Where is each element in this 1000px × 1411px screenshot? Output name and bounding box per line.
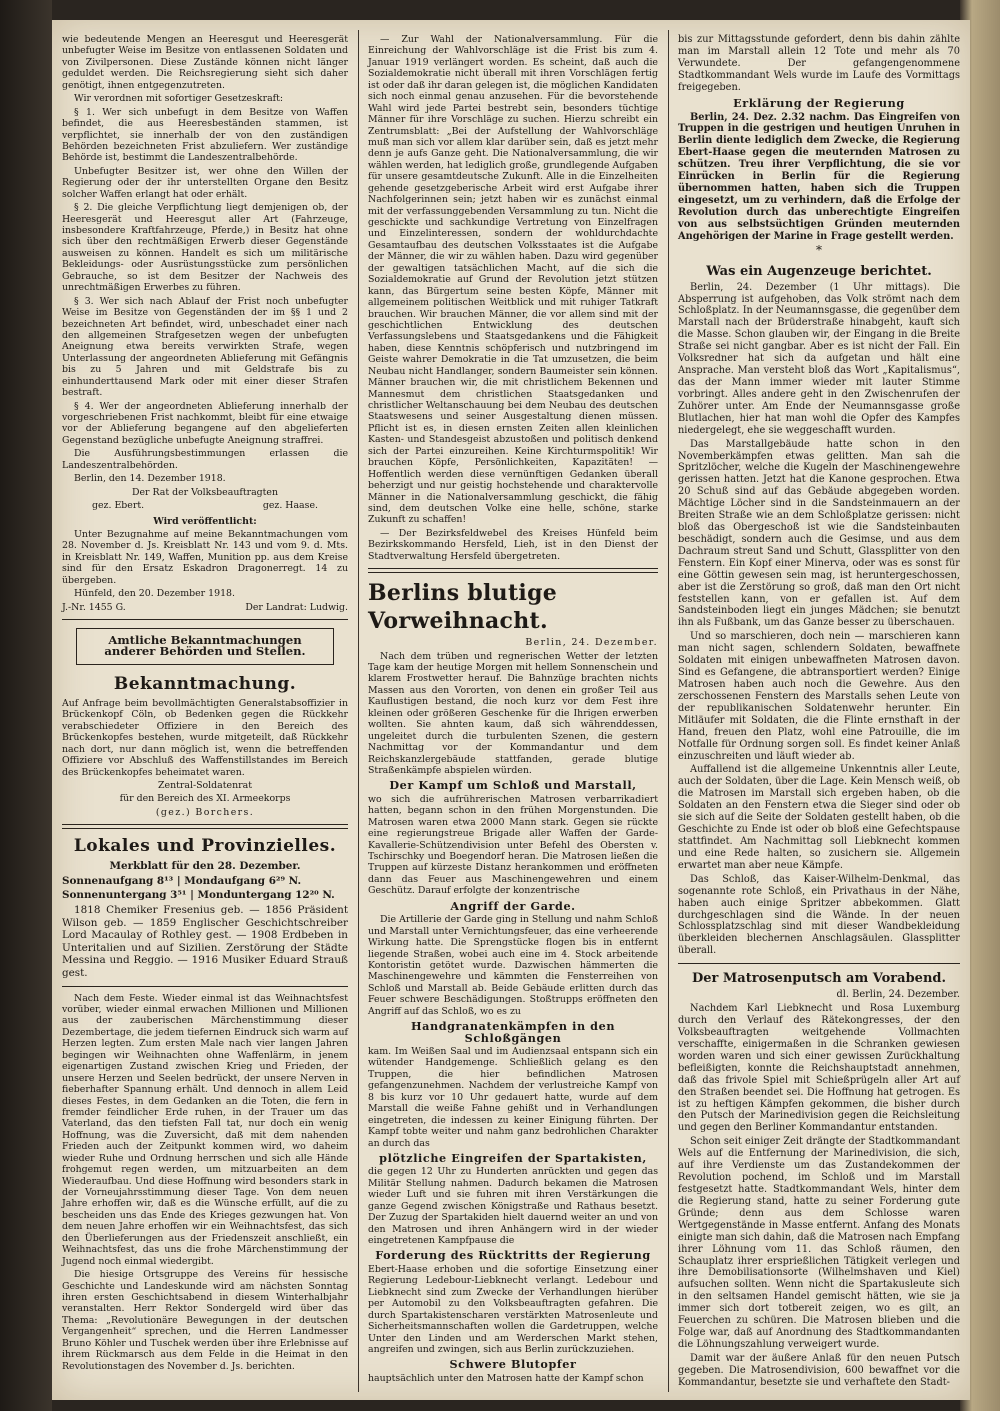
paragraph: Nach dem Feste. Wieder einmal ist das Weihnachtsfest vorüber, wieder einmal erwachen Millionen und Millionen aus der zauberischen Märchenstimmung dieser Dezembertage, die jedem tiefernen Eindruck sich warm auf Herzen legten. Zum ersten Male nach vier langen Jahren begingen wir Weihnachten ohne Waffenlärm, in jenem eigenartigen Zustand zwischen Krieg und Frieden, der unsere Herzen und Seelen bedrückt, der unsere Nerven in fieberhafter Spannung erhält. Und dennoch in allem Leid dieses Festes, in dem Gedanken an die Toten, die fern in fremder feindlicher Erde ruhen, in der Trauer um das Vaterland, das den tiefsten Fall tat, nur doch ein wenig Hoffnung, was die Zuversicht, daß mit dem nahenden Frieden auch der Zeitpunkt kommen wird, wo daheim wieder Ruhe und Ordnung herrschen und sich alle Hände frohgemut regen werden, um mitzuarbeiten an dem Wiederaufbau. Und diese Hoffnung wird besonders stark in der Vorneujahrsstimmung dieser Tage. Von dem neuen Jahre erhoffen wir, daß es die Wünsche erfüllt, auf die zu bescheiden uns das Ende des Krieges gezwungen hat. Von dem neuen Jahre erhoffen wir ein Weihnachtsfest, das sich den Überlieferungen aus der Friedenszeit anschließt, ein Weihnachtsfest, das uns die frohe Märchenstimmung der Jugend noch einmal wiedergibt. — [62, 992, 348, 1267]
section-heading: Wird veröffentlicht: — [153, 515, 257, 527]
subheading: Erklärung der Regierung — [733, 95, 905, 110]
dateline: Hünfeld, den 20. Dezember 1918. — [74, 588, 235, 600]
paragraph: Ebert-Haase erhoben und die sofortige Einsetzung einer Regierung Ledebour-Liebknecht verlangt. Ledebour und Liebknecht sind zum Zwecke der Verhandlungen hierüber per Automobil zu den Volksbeauftragten gefahren. Die durch Spartakistenscharen verstärkten Matrosenleute und Sicherheitsmannschaften wollen die Gardetruppen, welche Unter den Linden und am Werderschen Markt stehen, angreifen und zwingen, sich aus Berlin zurückzuziehen. — [368, 1263, 658, 1355]
page-shadow-left — [0, 0, 52, 1411]
signature-line: für den Bereich des XI. Armeekorps — [119, 793, 291, 805]
paragraph: wie bedeutende Mengen an Heeresgut und Heeresgerät unbefugter Weise im Besitze von entlassenen Soldaten und von Zivilpersonen. Diese Zustände können nicht länger geduldet werden. Die Reichsregierung sieht sich daher genötigt, ihnen entgegenzutreten. — [62, 34, 348, 91]
paragraph: Unter Bezugnahme auf meine Bekanntmachungen vom 28. November d. Js. Kreisblatt Nr. 143 und vom 9. d. Mts. in Kreisblatt Nr. 149, Waffen, Munition pp. aus dem Kreise sind für den Ersatz Eskadron Dragonerregt. 14 zu übergeben. — [62, 528, 348, 586]
newspaper-page — [52, 20, 970, 1400]
divider — [62, 619, 348, 620]
almanac-title: Merkblatt für den 28. Dezember. — [109, 860, 301, 873]
divider — [368, 568, 658, 573]
signature-haase: gez. Haase. — [262, 500, 318, 512]
paragraph: Die Ausführungsbestimmungen erlassen die Landeszentralbehörden. — [62, 448, 348, 471]
paragraph: Schon seit einiger Zeit drängte der Stadtkommandant Wels auf die Entfernung der Marinedivision, die sich, auf ihre Verdienste um das Zustandekommen der Revolution pochend, im Schloß und im Marstall festgesetzt hatte. Stadtkommandant Wels, hinter dem die Regierung stand, hatte zu seiner Forderung gute Gründe; denn aus dem Schlosse waren Wertgegenstände in Masse entfernt. Anfang des Monats einigte man sich dahin, daß die Matrosen nach Empfang ihrer Löhnung vom 11. das Schloß räumen, den Schauplatz ihrer ersprießlichen Tätigkeit verlegen und ihre Demobilisationsorte (Wilhelmshaven und Kiel) aufsuchen sollten. Wenn nicht die Spartakusleute sich in den seltsamen Handel gemischt hätten, wie sie ja immer sich dort totbereit zeigen, wo es gilt, an Feuerchen zu schüren. Die Matrosen blieben und die Folge war, daß auf Anordnung des Stadtkommandanten die Löhnungszahlung verweigert wurde. — [678, 1136, 960, 1350]
dateline: Berlin, den 14. Dezember 1918. — [74, 473, 226, 485]
subheading: Angriff der Garde. — [450, 898, 576, 913]
paragraph: Nachdem Karl Liebknecht und Rosa Luxemburg durch den Verlauf des Rätekongresses, der den Volksbeauftragten weitgehende Vollmachten verschaffte, einigermaßen in die Schranken gewiesen worden waren und sich einer gewissen Zurückhaltung befleißigten, konnte die Reichshauptstadt annehmen, daß das frivole Spiel mit Schießprügeln aller Art auf den Straßen beendet sei. Die Hoffnung hat getrogen. Es ist zu heftigen Kämpfen gekommen, die bisher durch den Putsch der Marinedivision gegen die Reichsleitung und gegen den Berliner Kommandantur entstanden. — [678, 1003, 960, 1134]
column-2 — [368, 34, 658, 1386]
divider — [62, 986, 348, 987]
paragraph: — Zur Wahl der Nationalversammlung. Für die Einreichung der Wahlvorschläge ist die Frist bis zum 4. Januar 1919 verlängert worden. Es scheint, daß auch die Sozialdemokratie nicht überall mit ihren Vorschlägen fertig ist oder daß ihr daran gelegen ist, die möglichen Kandidaten sich noch einmal genau anzusehen. Für die bevorstehende Wahl wird jede Partei bestrebt sein, besonders tüchtige Männer für ihre Vorschläge zu suchen. Hierzu schreibt ein Zentrumsblatt: „Bei der Aufstellung der Wahlvorschläge muß man sich vor allem klar darüber sein, daß es jetzt mehr denn je aufs Ganze geht. Die Nationalversammlung, die wir wählen werden, hat lediglich große, grundlegende Aufgaben für unsere gesamtdeutsche Zukunft. Alle in die Einzelheiten gehende gesetzgeberische Arbeit wird erst Aufgabe ihrer Nachfolgerinnen sein; jetzt haben wir es zunächst einmal mit der verfassunggebenden Versammlung zu tun. Nicht die geschickte und sachkundige Vertretung von Einzelfragen und Einzelinteressen, sondern der wohldurchdachte Gesamtaufbau des deutschen Volksstaates ist die Aufgabe der Männer, die wir zu wählen haben. Dazu wird gegenüber der gewaltigen tatsächlichen Macht, auf die sich die Sozialdemokratie auf Grund der Revolution jetzt stützen kann, das Bürgertum seine besten Köpfe, Männer mit allgemeinem politischen Weitblick und mit ruhiger Tatkraft brauchen. Wir brauchen Männer, die vor allem sind mit der geschichtlichen Entwicklung des deutschen Verfassungslebens und Staatsgedankens und die Fähigkeit haben, diese Kenntnis schöpferisch und nutzbringend im Geiste wahrer Demokratie in die Tat umzusetzen, die beim Neubau nicht Handlanger, sondern Baumeister sein können. Männer brauchen wir, die mit christlichem Bekennen und Mannesmut dem christlichen Staatsgedanken und christlicher Weltanschauung bei dem Neubau des deutschen Staatswesens und seiner Ausgestaltung dienen müssen. Pflicht ist es, in diesen ernsten Zeiten allen kleinlichen Kasten- und Standesgeist abzustoßen und politisch denkend sich der Partei einzureihen. Keine Kirchturmspolitik! Wir brauchen Köpfe, Persönlichkeiten, Kapazitäten! — Hoffentlich werden diese vernünftigen Gedanken überall beherzigt und nur geistig hochstehende und charaktervolle Männer in die Nationalversammlung geschickt, die fähig sind, dem deutschen Volke eine helle, schöne, starke Zukunft zu schaffen! — [368, 34, 658, 526]
column-rule — [668, 30, 669, 1392]
paragraph: Auffallend ist die allgemeine Unkenntnis aller Leute, auch der Soldaten, über die Lage. Kein Mensch weiß, ob die Matrosen im Marstall sich ergeben haben, ob die Soldaten an den Fenstern etwa die Sieger sind oder ob sie sich auf die Seite der Soldaten gestellt haben, ob die Geschichte zu Ende ist oder ob bloß eine Gefechtspause stattfindet. Am Nachmittag soll Liebknecht kommen und eine Rede halten, so zusichern sie. Allgemein erwartet man aber neue Kämpfe. — [678, 764, 960, 871]
paragraph: bis zur Mittagsstunde gefordert, denn bis dahin zählte man im Marstall allein 12 Tote und mehr als 70 Verwundete. Der gefangengenommene Stadtkommandant Wels wurde im Laufe des Vormittags freigegeben. — [678, 34, 960, 93]
section-title: Bekanntmachung. — [113, 673, 297, 694]
divider — [678, 963, 960, 964]
council-line: Der Rat der Volksbeauftragten — [131, 486, 279, 498]
paragraph: § 1. Wer sich unbefugt in dem Besitze von Waffen befindet, die aus Heeresbeständen stammen, ist verpflichtet, sie innerhalb der von den zuständigen Behörden bezeichneten Frist abzuliefern. Wer zuständige Behörde ist, bestimmt die Landeszentralbehörde. — [62, 106, 348, 164]
almanac-history: 1818 Chemiker Fresenius geb. — 1856 Präsident Wilson geb. — 1859 Englischer Geschichtschreiber Lord Macaulay of Rothley gest. — 1908 Erdbeben in Unteritalien und auf Sizilien. Zerstörung der Städte Messina und Reggio. — 1916 Musiker Eduard Strauß gest. — [62, 904, 348, 979]
almanac — [62, 860, 348, 979]
signature-line: (gez.) Borchers. — [155, 806, 255, 818]
paragraph: Unbefugter Besitzer ist, wer ohne den Willen der Regierung oder der ihr unterstellten Organe den Besitz solcher Waffen erlangt hat oder erhält. — [62, 165, 348, 200]
subheading: Handgranatenkämpfen in den Schloßgängen — [410, 1019, 616, 1045]
paragraph: Das Marstallgebäude hatte schon in den Novemberkämpfen etwas gelitten. Man sah die Spritzlöcher, welche die Kugeln der Maschinengewehre gerissen hatten. Jetzt hat die Kanone gesprochen. Etwa 20 Schuß sind auf das Gebäude abgegeben worden. Mächtige Löcher sind in die Sandsteinmauern an der Breiten Straße wie an dem Schloßplatze gerissen: nicht bloß das Obergeschoß ist wie die Sandsteinbauten beschädigt, sondern auch die Gesimse, und aus dem Dachraum streut Sand und Schutt, Glassplitter von den Fenstern. Ein Kopf einer Minerva, oder was es sonst für eine Göttin gewesen sein mag, ist heruntergeschossen, aber ist die Zerstörung so groß, daß man den Ort nicht feststellen kann, von er gefallen ist. Auf dem Sandsteinboden liegt ein junges Mädchen; sie benutzt ihn als Fußbank, um das Ganze besser zu überschauen. — [678, 438, 960, 629]
paragraph: Nach dem trüben und regnerischen Wetter der letzten Tage kam der heutige Morgen mit hellem Sonnenschein und klarem Frostwetter herauf. Die Bahnzüge brachten nichts Massen aus den Vororten, von denen ein großer Teil aus Kauflustigen bestand, die noch kurz vor dem Fest ihre kleinen oder größeren Geschenke für die Ihrigen erwerben wollten. Sie ahnten kaum, daß sich währenddessen, ungeleitet durch die turbulenten Szenen, die gestern Nachmittag vor der Kommandantur und dem Reichskanzlergebäude stattfanden, gerade blutige Straßenkämpfe abspielen würden. — [368, 650, 658, 776]
paragraph: wo sich die aufrührerischen Matrosen verbarrikadiert hatten, begann schon in den frühen Morgenstunden. Die Matrosen waren etwa 2000 Mann stark. Gegen sie rückte eine regierungstreue Brigade aller Waffen der Garde-Kavallerie-Schützendivision unter Befehl des Obersten v. Tschirschky und Boegendorf heran. Die Matrosen ließen die Truppen auf kürzeste Distanz herankommen und eröffneten dann das Feuer aus Maschinengewehren und einem Geschütz. Darauf erfolgte der konzentrische — [368, 793, 658, 897]
paragraph: Berlin, 24. Dez. 2.32 nachm. Das Eingreifen von Truppen in die gestrigen und heutigen Unruhen in Berlin diente lediglich dem Zwecke, die Regierung Ebert-Haase gegen die meuternden Matrosen zu schützen. Treu ihrer Verpflichtung, die sie vor Einrücken in Berlin für die Regierung übernommen hatten, haben sich die Truppen eingesetzt, um zu verhindern, daß die Erfolge der Revolution durch das unberechtigte Eingreifen von aus selbstsüchtigen Gründen meuternden Angehörigen der Marine in Frage gestellt werden. — [678, 111, 960, 242]
article-headline: Berlins blutige Vorweihnacht. — [368, 580, 558, 635]
signature-ebert: gez. Ebert. — [92, 500, 145, 512]
article-headline: Der Matrosenputsch am Vorabend. — [691, 971, 947, 987]
paragraph: Und so marschieren, doch nein — marschieren kann man nicht sagen, schlendern Soldaten, bewaffnete Soldaten mit einigen unbewaffneten Matrosen davon. Sind es Gefangene, die abtransportiert werden? Einige Matrosen haben auch noch die Gewehre. Aus den zerschossenen Fenstern des Marstalls sehen Leute von der republikanischen Soldatenwehr herunter. Ein Mitläufer mit Soldaten, die die Flinte ernsthaft in der Hand, freuen den Platz, wohl eine Patrouille, die im Notfalle für Ordnung sorgen soll. Es findet keiner Anlaß einzuschreiten und läuft wieder ab. — [678, 631, 960, 762]
subheading: Der Kampf um Schloß und Marstall, — [389, 778, 637, 793]
column-rule — [358, 30, 359, 1392]
paragraph: Damit war der äußere Anlaß für den neuen Putsch gegeben. Die Matrosendivision, 600 bewaffnet vor die Kommandantur, besetzte sie und verhaftete den Stadt- — [678, 1352, 960, 1388]
paragraph: Die Artillerie der Garde ging in Stellung und nahm Schloß und Marstall unter Vernichtungsfeuer, das eine verheerende Wirkung hatte. Die Sprengstücke flogen bis in entfernt liegende Straßen, wobei auch eine im 4. Stock arbeitende Kontoristin getötet wurde. Dazwischen hämmerten die Maschinengewehre und kämmten die Fensterreihen von Schloß und Marstall ab. Beide Gebäude erlitten durch das Feuer schwere Beschädigungen. Stoßtrupps eröffneten den Angriff auf das Schloß, wo es zu — [368, 914, 658, 1017]
paragraph: § 3. Wer sich nach Ablauf der Frist noch unbefugter Weise im Besitze von Gegenständen der im §§ 1 und 2 bezeichneten Art befindet, wird, unbeschadet einer nach den allgemeinen Strafgesetzen wegen der unbefugten Aneignung etwa bereits verwirkten Strafe, wegen Unterlassung der angeordneten Ablieferung mit Gefängnis bis zu 5 Jahren und mit Geldstrafe bis zu einhunderttausend Mark oder mit einer dieser Strafen bestraft. — [62, 295, 348, 399]
paragraph: Auf Anfrage beim bevollmächtigten Generalstabsoffizier in Brückenkopf Cöln, ob Bedenken gegen die Rückkehr verabschiedeter Offiziere in den Bereich des Brückenkopfes bestehen, wurde mitgeteilt, daß Rückkehr nach dort, nur dann möglich ist, wenn die betreffenden Offiziere vor Abschluß des Waffenstillstandes im Bereich des Brückenkopfes beheimatet waren. — [62, 697, 348, 778]
subheading: plötzliche Eingreifen der Spartakisten, — [379, 1150, 647, 1165]
article-headline: Was ein Augenzeuge berichtet. — [706, 263, 932, 279]
paragraph: Berlin, 24. Dezember (1 Uhr mittags). Die Absperrung ist aufgehoben, das Volk strömt nach dem Schloßplatz. In der Neumannsgasse, die gegenüber dem Marstall nach der Brüderstraße hinabgeht, kauft sich die Masse. Schon glauben wir, der Eingang in die Breite Straße sei nicht gangbar. Aber es ist nicht der Fall. Ein Volksredner hat sich da aufgetan und hält eine Ansprache. Man versteht bloß das Wort „Kapitalismus“, das der Mann immer wieder mit lauter Stimme vorbringt. Alles andere geht in den Zwischenrufen der Zuhörer unter. Am Ende der Neumannsgasse große Blutlachen, hier hat man wohl die Opfer des Kampfes niedergelegt, ehe sie weggeschafft wurden. — [678, 281, 960, 436]
paragraph: § 4. Wer der angeordneten Ablieferung innerhalb der vorgeschriebenen Frist nachkommt, bleibt für eine etwaige vor der Ablieferung begangene auf den abgelieferten Gegenstand bezügliche unbefugte Aneignung straffrei. — [62, 400, 348, 446]
subheading: Schwere Blutopfer — [449, 1357, 577, 1372]
paragraph: Das Schloß, das Kaiser-Wilhelm-Denkmal, das sogenannte rote Schloß, ein Privathaus in der Nähe, haben auch einige Spritzer abbekommen. Glatt durchgeschlagen sind die Wände. In der neuen Schlossplatzschlag sind mit dieser Wandbekleidung überkleiden blechernen Anschlagsäulen. Glassplitter überall. — [678, 873, 960, 957]
almanac-row: Sonnenaufgang 8¹³ | Mondaufgang 6²⁹ N. — [62, 874, 302, 887]
landrat-signature: Der Landrat: Ludwig. — [245, 601, 348, 613]
signature-line: Zentral-Soldatenrat — [158, 779, 252, 791]
paragraph: Die hiesige Ortsgruppe des Vereins für hessische Geschichte und Landeskunde wird am nächsten Sonntag ihren ersten Geschichtsabend in diesem Winterhalbjahr veranstalten. Herr Rektor Sondergeld wird über das Thema: „Revolutionäre Bewegungen in der deutschen Vergangenheit“ sprechen, und die Herren Landmesser Bruno Köhler und Tuschek werden über ihre Erlebnisse auf ihrem Rückmarsch aus dem Felde in die Heimat in den Revolutionstagen des November d. Js. berichten. — [62, 1269, 348, 1372]
paragraph: — Der Bezirksfeldwebel des Kreises Hünfeld beim Bezirkskommando Hersfeld, Lieh, ist in den Dienst der Stadtverwaltung Hersfeld übergetreten. — [368, 527, 658, 562]
notice-box: Amtliche Bekanntmachungen anderer Behörden und Stellen. — [76, 628, 334, 665]
journal-number: J.-Nr. 1455 G. — [62, 601, 126, 613]
column-3 — [678, 34, 960, 1391]
almanac-row: Sonnenuntergang 3⁵¹ | Monduntergang 12²⁰ N. — [62, 889, 335, 902]
paragraph: die gegen 12 Uhr zu Hunderten anrückten und gegen das Militär Stellung nahmen. Dadurch bekamen die Matrosen wieder Luft und sie fuhren mit ihren Verstärkungen die ganze Gegend zwischen Königstraße und Rathaus besetzt. Der Zuzug der Spartakiden hielt dauernd weiter an und von den Matrosen und ihren Anhängern wird in der wieder eingetretenen Kampfpause die — [368, 1166, 658, 1246]
paragraph: hauptsächlich unter den Matrosen hatte der Kampf schon — [368, 1372, 644, 1384]
paragraph: § 2. Die gleiche Verpflichtung liegt demjenigen ob, der Heeresgerät und Heeresgut aller Art (Fahrzeuge, insbesondere Kraftfahrzeuge, Pferde,) in Besitz hat ohne sich über den rechtmäßigen Erwerb dieser Gegenstände ausweisen zu können. Handelt es sich um militärische Bekleidungs- oder Ausrüstungsstücke zum persönlichen Gebrauche, so ist dem Besitzer der Nachweis des unrechtmäßigen Erwerbes zu führen. — [62, 202, 348, 294]
dateline: dl. Berlin, 24. Dezember. — [836, 989, 960, 1001]
separator-star: * — [816, 242, 822, 257]
subheading: Forderung des Rücktritts der Regierung — [375, 1248, 651, 1263]
column-1 — [62, 34, 348, 1374]
signatures — [62, 500, 348, 511]
reference-line — [62, 602, 348, 613]
divider — [62, 824, 348, 829]
dateline: Berlin, 24. Dezember. — [525, 637, 658, 649]
paragraph: kam. Im Weißen Saal und im Audienzsaal entspann sich ein wütender Handgemenge. Schließlich gelang es den Truppen, die hier befindlichen Matrosen gefangenzunehmen. Nachdem der verlustreiche Kampf von 8 bis kurz vor 10 Uhr gedauert hatte, wurde auf dem Marstall die weiße Fahne gehißt und in Verhandlungen eingetreten, die indessen zu keiner Einigung führten. Der Kampf tobte weiter und nahm ganz bedrohlichen Charakter an durch das — [368, 1046, 658, 1149]
paragraph: Wir verordnen mit sofortiger Gesetzeskraft: — [74, 93, 284, 105]
section-title: Lokales und Provinzielles. — [73, 836, 337, 857]
